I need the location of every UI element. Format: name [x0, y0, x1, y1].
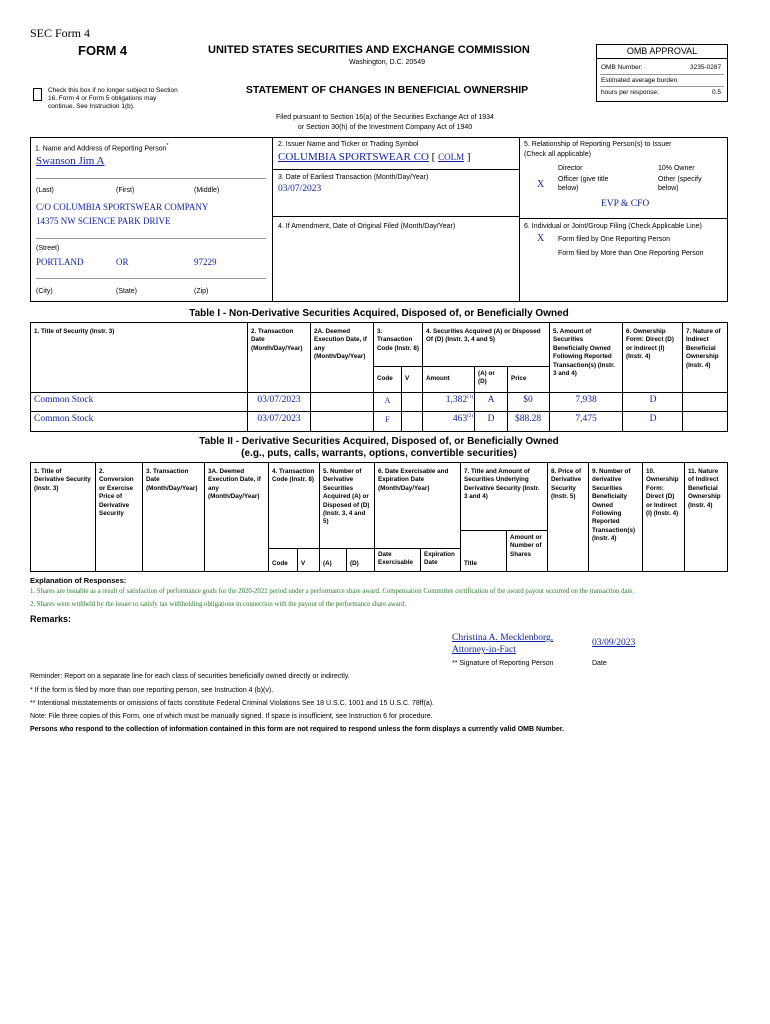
- t2-col-nature: 11. Nature of Indirect Beneficial Ownership (Instr. 4): [688, 468, 721, 509]
- t1-row2-owned: 7,475: [575, 414, 597, 424]
- t2-subcol-d: (D): [350, 560, 359, 567]
- form-title: FORM 4: [78, 43, 128, 58]
- signature-date: 03/09/2023: [592, 638, 636, 648]
- middle-label: (Middle): [194, 187, 220, 194]
- ten-percent-owner-option[interactable]: 10% Owner: [658, 165, 695, 172]
- table1-title: Table I - Non-Derivative Securities Acquired, Disposed of, or Beneficially Owned: [189, 308, 569, 319]
- t2-col-underlying: 7. Title and Amount of Securities Underlying Derivative Security (Instr. 3 and 4): [464, 468, 540, 501]
- t1-row1-date: 03/07/2023: [257, 395, 301, 405]
- explanation-title: Explanation of Responses:: [30, 576, 127, 585]
- t2-subcol-code: Code: [272, 560, 288, 567]
- t1-row1-aord: A: [487, 395, 495, 405]
- relationship-sublabel: (Check all applicable): [524, 151, 591, 158]
- t2-col-number: 5. Number of Derivative Securities Acquired (A) or Disposed of (D) (Instr. 3, 4 and 5): [323, 468, 370, 526]
- t2-subcol-expiration: Expiration Date: [424, 551, 455, 567]
- state-value: OR: [116, 257, 129, 267]
- issuer-name-row: COLUMBIA SPORTSWEAR CO [ COLM ]: [278, 151, 471, 163]
- address-line1: C/O COLUMBIA SPORTSWEAR COMPANY: [36, 202, 209, 212]
- earliest-date-value: 03/07/2023: [278, 184, 322, 194]
- state-label: (State): [116, 288, 138, 295]
- omb-title: OMB APPROVAL: [626, 46, 698, 56]
- t2-col-exercisable: 6. Date Exercisable and Expiration Date (Month/Day/Year): [378, 468, 449, 492]
- t1-subcol-aord: (A) or (D): [478, 370, 495, 386]
- omb-number-label: OMB Number:: [601, 64, 643, 71]
- relationship-box: [519, 137, 728, 302]
- t1-col-title: 1. Title of Security (Instr. 3): [34, 328, 115, 335]
- t2-subcol-v: V: [301, 560, 306, 567]
- t1-col-deemed: 2A. Deemed Execution Date, if any (Month/Day/Year): [314, 328, 367, 361]
- omb-number-value: 3235-0287: [690, 64, 722, 71]
- t2-subcol-amount: Amount or Number of Shares: [510, 534, 542, 558]
- zip-label: (Zip): [194, 288, 209, 295]
- reporting-person-name-link[interactable]: Swanson Jim A: [36, 155, 105, 167]
- remarks-label: Remarks:: [30, 614, 72, 624]
- issuer-name-link[interactable]: COLUMBIA SPORTSWEAR CO: [278, 151, 429, 163]
- filed-pursuant-line1: Filed pursuant to Section 16(a) of the Securities Exchange Act of 1934: [276, 114, 494, 121]
- zip-value: 97229: [194, 257, 217, 267]
- t2-col-code: 4. Transaction Code (Instr. 8): [272, 468, 315, 484]
- t1-row2-date: 03/07/2023: [257, 414, 301, 424]
- commission-title: UNITED STATES SECURITIES AND EXCHANGE COMMISSION: [208, 44, 530, 56]
- t1-row1-owned: 7,938: [575, 395, 597, 405]
- more-person-option[interactable]: Form filed by More than One Reporting Person: [558, 250, 704, 257]
- relationship-label: 5. Relationship of Reporting Person(s) to Issuer: [524, 141, 672, 148]
- t1-col-acquired: 4. Securities Acquired (A) or Disposed Of (D) (Instr. 3, 4 and 5): [426, 328, 541, 344]
- officer-option[interactable]: Officer (give title below): [558, 176, 609, 192]
- t1-col-nature: 7. Nature of Indirect Beneficial Ownership (Instr. 4): [686, 328, 721, 369]
- footer-reminder: Reminder: Report on a separate line for each class of securities beneficially owned directly or indirectly.: [30, 673, 350, 680]
- checkbox-text: Check this box if no longer subject to Section 16. Form 4 or Form 5 obligations may continue. See Instruction 1(b).: [48, 87, 178, 110]
- t2-subcol-exercisable: Date Exercisable: [378, 551, 414, 567]
- signature-label: ** Signature of Reporting Person: [452, 660, 554, 667]
- t1-row2-price: $88.28: [514, 414, 542, 424]
- t1-subcol-v: V: [405, 375, 410, 382]
- table2-title: Table II - Derivative Securities Acquired, Disposed of, or Beneficially Owned: [199, 436, 559, 447]
- filing-label: 6. Individual or Joint/Group Filing (Check Applicable Line): [524, 223, 702, 230]
- earliest-date-label: 3. Date of Earliest Transaction (Month/Day/Year): [278, 174, 429, 181]
- reporting-person-label: 1. Name and Address of Reporting Person*: [35, 143, 169, 153]
- t1-row1-price: $0: [523, 395, 533, 405]
- one-person-option[interactable]: Form filed by One Reporting Person: [558, 236, 671, 243]
- t2-col-owned: 9. Number of derivative Securities Beneficially Owned Following Reported Transaction(s) (Instr. 4): [592, 468, 636, 543]
- city-value: PORTLAND: [36, 257, 84, 267]
- amendment-label: 4. If Amendment, Date of Original Filed (Month/Day/Year): [278, 223, 456, 230]
- t1-subcol-amount: Amount: [426, 375, 450, 382]
- t1-row2-security: Common Stock: [34, 414, 94, 424]
- omb-hours-value: 0.5: [712, 89, 722, 96]
- t1-row2-code: F: [385, 415, 390, 424]
- issuer-label: 2. Issuer Name and Ticker or Trading Symbol: [278, 141, 419, 148]
- footer-omb-notice: Persons who respond to the collection of information contained in this form are not required to respond unless the form displays a currently valid OMB Number.: [30, 726, 565, 733]
- footer-note: Note: File three copies of this Form, one of which must be manually signed. If space is insufficient, see Instruction 6 for procedure.: [30, 713, 433, 720]
- t1-col-amount-owned: 5. Amount of Securities Beneficially Owned Following Reported Transaction(s) (Instr. 3 and 4): [553, 328, 615, 378]
- footer-misstatements: ** Intentional misstatements or omissions of facts constitute Federal Criminal Violations See 18 U.S.C. 1001 and 15 U.S.C. 78ff(a).: [30, 700, 434, 707]
- signature-name: Christina A. Mecklenborg, Attorney-in-Fact: [452, 633, 554, 655]
- t1-row2-form: D: [649, 414, 657, 424]
- omb-hours-label: hours per response:: [601, 89, 659, 96]
- director-option[interactable]: Director: [558, 165, 583, 172]
- officer-check-mark: X: [537, 179, 545, 190]
- t1-col-ownership-form: 6. Ownership Form: Direct (D) or Indirect (I) (Instr. 4): [626, 328, 674, 361]
- commission-city: Washington, D.C. 20549: [348, 59, 425, 66]
- officer-title-value: EVP & CFO: [601, 199, 650, 209]
- city-label: (City): [36, 288, 53, 295]
- issuer-ticker-link[interactable]: COLM: [438, 152, 465, 162]
- t2-col-title: 1. Title of Derivative Security (Instr. 3): [34, 468, 91, 492]
- t1-subcol-code: Code: [377, 375, 393, 382]
- t1-row1-amount: 1,382$^{(1)}$: [445, 395, 473, 406]
- first-label: (First): [116, 187, 135, 194]
- t1-col-date: 2. Transaction Date (Month/Day/Year): [251, 328, 303, 352]
- no-longer-subject-checkbox[interactable]: [33, 88, 42, 101]
- footnote-1: 1. Shares are issuable as a result of satisfaction of performance goals for the 2020-2022 period under a performance share award. Compensation Committee certification of the award payout occurred on the transaction date.: [30, 588, 635, 595]
- t2-col-ownership-form: 10. Ownership Form: Direct (D) or Indirect (I) (Instr. 4): [646, 468, 679, 518]
- t2-col-date: 3. Transaction Date (Month/Day/Year): [146, 468, 198, 492]
- street-label: (Street): [36, 245, 60, 252]
- footnote-2: 2. Shares were withheld by the issuer to satisfy tax withholding obligations in connection with the payout of the performance share award.: [30, 601, 407, 608]
- t2-col-price: 8. Price of Derivative Security (Instr. 5): [551, 468, 582, 501]
- omb-burden-label: Estimated average burden: [601, 77, 678, 84]
- t1-row1-code: A: [384, 396, 391, 405]
- t1-col-code: 3. Transaction Code (Instr. 8): [377, 328, 419, 352]
- t2-subcol-title: Title: [464, 560, 477, 567]
- t2-col-deemed: 3A. Deemed Execution Date, if any (Month/Day/Year): [208, 468, 261, 501]
- t2-col-conversion: 2. Conversion or Exercise Price of Derivative Security: [99, 468, 134, 518]
- t1-row2-amount: 463$^{(2)}$: [452, 414, 473, 425]
- footer-multiple-persons: * If the form is filed by more than one reporting person, see Instruction 4 (b)(v).: [30, 687, 274, 694]
- statement-title: STATEMENT OF CHANGES IN BENEFICIAL OWNERSHIP: [245, 84, 529, 96]
- one-person-check-mark: X: [537, 233, 545, 244]
- t1-row2-aord: D: [487, 414, 495, 424]
- address-line2: 14375 NW SCIENCE PARK DRIVE: [36, 216, 171, 226]
- t1-row1-form: D: [649, 395, 657, 405]
- other-option[interactable]: Other (specify below): [658, 176, 702, 192]
- source-label: SEC Form 4: [30, 26, 91, 40]
- signature-date-label: Date: [592, 660, 607, 667]
- t1-row1-security: Common Stock: [34, 395, 94, 405]
- last-label: (Last): [36, 187, 54, 194]
- t2-subcol-a: (A): [323, 560, 332, 567]
- table2-subtitle: (e.g., puts, calls, warrants, options, convertible securities): [241, 448, 517, 459]
- t1-subcol-price: Price: [511, 375, 527, 382]
- filed-pursuant-line2: or Section 30(h) of the Investment Company Act of 1940: [297, 124, 473, 131]
